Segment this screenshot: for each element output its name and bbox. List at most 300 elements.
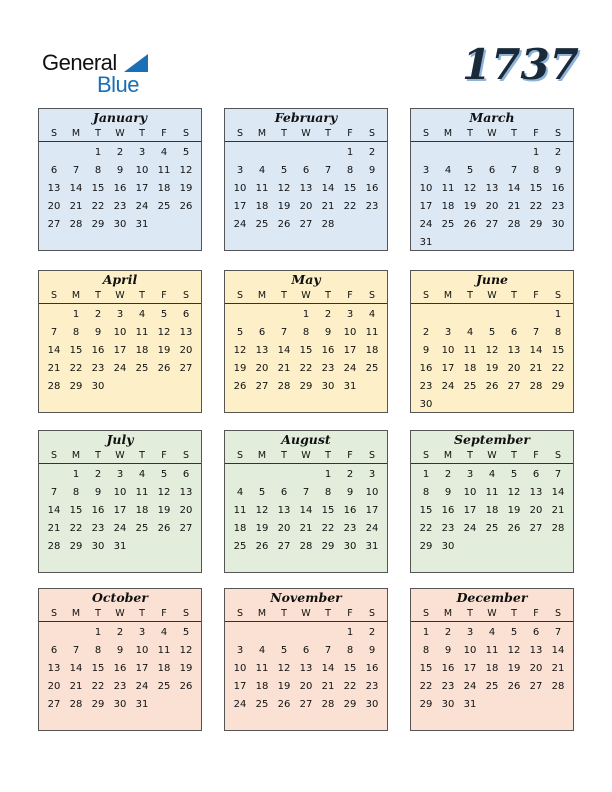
month-december [410, 588, 574, 731]
day-cell: 1 [72, 469, 80, 480]
weekday-header: T [95, 290, 101, 301]
day-cell: 24 [463, 523, 477, 534]
weekday-header: F [161, 608, 167, 619]
day-cell: 15 [343, 183, 357, 194]
day-cell: 21 [47, 363, 61, 374]
day-cell: 18 [157, 183, 171, 194]
day-cell: 8 [532, 165, 540, 176]
empty-day-cell [437, 144, 459, 162]
day-cell: 8 [94, 165, 102, 176]
day-cell: 13 [255, 345, 269, 356]
day-cell: 26 [179, 201, 193, 212]
weekday-header: W [115, 128, 125, 139]
weekday-header: S [422, 290, 430, 301]
weekday-header: M [257, 608, 267, 619]
day-cell: 20 [47, 201, 61, 212]
day-cell: 9 [324, 327, 332, 338]
day-cell: 20 [277, 523, 291, 534]
day-cell: 2 [324, 309, 332, 320]
day-cell: 5 [182, 147, 190, 158]
day-cell: 11 [485, 645, 499, 656]
day-cell: 14 [47, 505, 61, 516]
day-cell: 12 [255, 505, 269, 516]
day-cell: 27 [179, 523, 193, 534]
weekday-header: F [161, 128, 167, 139]
day-cell: 25 [157, 681, 171, 692]
day-cell: 25 [135, 363, 149, 374]
month-july [38, 430, 202, 573]
day-cell: 18 [233, 523, 247, 534]
day-cell: 15 [551, 345, 565, 356]
day-cell: 11 [463, 345, 477, 356]
day-cell: 21 [277, 363, 291, 374]
header-divider [411, 141, 573, 142]
empty-day-cell [415, 306, 437, 324]
day-cell: 24 [463, 681, 477, 692]
weekday-header: T [467, 608, 473, 619]
day-cell: 8 [422, 645, 430, 656]
day-cell: 19 [507, 663, 521, 674]
day-cell: 23 [113, 201, 127, 212]
day-cell: 6 [258, 327, 266, 338]
weekday-header: S [554, 608, 562, 619]
weekday-header: F [347, 450, 353, 461]
day-cell: 20 [507, 363, 521, 374]
day-cell: 14 [551, 487, 565, 498]
day-cell: 14 [321, 663, 335, 674]
day-cell: 12 [277, 663, 291, 674]
day-cell: 4 [466, 327, 474, 338]
empty-day-cell [251, 624, 273, 642]
day-cell: 28 [277, 381, 291, 392]
day-cell: 16 [113, 663, 127, 674]
day-cell: 12 [179, 165, 193, 176]
day-cell: 24 [113, 363, 127, 374]
weekday-header: S [182, 450, 190, 461]
day-cell: 12 [157, 487, 171, 498]
day-cell: 9 [94, 487, 102, 498]
day-cell: 24 [135, 201, 149, 212]
day-cell: 9 [444, 487, 452, 498]
month-title: November [270, 590, 342, 605]
weekday-header: T [325, 450, 331, 461]
weekday-header: W [487, 290, 497, 301]
day-cell: 19 [255, 523, 269, 534]
day-cell: 31 [113, 541, 127, 552]
day-cell: 13 [299, 183, 313, 194]
day-cell: 25 [441, 219, 455, 230]
day-cell: 29 [419, 541, 433, 552]
day-cell: 25 [255, 699, 269, 710]
day-cell: 13 [277, 505, 291, 516]
day-cell: 21 [507, 201, 521, 212]
year-title: 1737 [462, 40, 579, 89]
day-cell: 12 [485, 345, 499, 356]
weekday-header: S [368, 608, 376, 619]
day-cell: 12 [179, 645, 193, 656]
weekday-header: W [487, 608, 497, 619]
day-cell: 16 [441, 505, 455, 516]
empty-day-cell [273, 306, 295, 324]
day-cell: 14 [321, 183, 335, 194]
day-cell: 11 [157, 165, 171, 176]
day-cell: 28 [299, 541, 313, 552]
day-cell: 13 [485, 183, 499, 194]
weekday-header: M [71, 128, 81, 139]
day-cell: 23 [419, 381, 433, 392]
day-cell: 5 [258, 487, 266, 498]
day-cell: 24 [343, 363, 357, 374]
weekday-header: F [347, 608, 353, 619]
day-cell: 29 [551, 381, 565, 392]
day-cell: 3 [346, 309, 354, 320]
weekday-header: W [301, 450, 311, 461]
empty-day-cell [229, 624, 251, 642]
day-cell: 5 [280, 645, 288, 656]
day-cell: 8 [72, 327, 80, 338]
day-cell: 2 [444, 627, 452, 638]
day-cell: 24 [233, 219, 247, 230]
day-cell: 18 [485, 663, 499, 674]
weekday-header: T [511, 608, 517, 619]
day-cell: 10 [135, 645, 149, 656]
day-cell: 25 [255, 219, 269, 230]
weekday-header: S [236, 290, 244, 301]
weekday-header: T [511, 290, 517, 301]
day-cell: 2 [116, 147, 124, 158]
day-cell: 2 [346, 469, 354, 480]
day-cell: 30 [365, 699, 379, 710]
day-cell: 6 [302, 645, 310, 656]
month-june [410, 270, 574, 413]
weekday-header: W [301, 608, 311, 619]
day-cell: 22 [551, 363, 565, 374]
day-cell: 26 [463, 219, 477, 230]
day-cell: 2 [444, 469, 452, 480]
day-cell: 19 [507, 505, 521, 516]
day-cell: 25 [365, 363, 379, 374]
day-cell: 24 [441, 381, 455, 392]
month-title: May [291, 272, 321, 287]
day-cell: 18 [441, 201, 455, 212]
day-cell: 30 [321, 381, 335, 392]
day-cell: 9 [116, 165, 124, 176]
day-cell: 8 [554, 327, 562, 338]
weekday-header: W [115, 290, 125, 301]
day-cell: 27 [47, 699, 61, 710]
weekday-header: F [161, 450, 167, 461]
weekday-header: S [368, 450, 376, 461]
day-cell: 24 [365, 523, 379, 534]
day-cell: 11 [233, 505, 247, 516]
day-cell: 4 [160, 627, 168, 638]
empty-day-cell [65, 624, 87, 642]
weekday-header: S [422, 128, 430, 139]
weekday-header: S [554, 128, 562, 139]
day-cell: 9 [346, 487, 354, 498]
day-cell: 4 [488, 627, 496, 638]
day-cell: 27 [299, 219, 313, 230]
month-title: December [456, 590, 528, 605]
day-cell: 23 [343, 523, 357, 534]
day-cell: 18 [135, 505, 149, 516]
day-cell: 26 [507, 523, 521, 534]
day-cell: 10 [365, 487, 379, 498]
day-cell: 12 [157, 327, 171, 338]
day-cell: 21 [551, 663, 565, 674]
day-cell: 6 [182, 469, 190, 480]
day-cell: 26 [255, 541, 269, 552]
day-cell: 4 [138, 309, 146, 320]
weekday-header: T [281, 450, 287, 461]
month-title: February [274, 110, 338, 125]
day-cell: 13 [529, 645, 543, 656]
day-cell: 23 [113, 681, 127, 692]
weekday-header: T [281, 608, 287, 619]
day-cell: 16 [91, 505, 105, 516]
weekday-header: T [281, 128, 287, 139]
day-cell: 17 [135, 663, 149, 674]
empty-day-cell [65, 144, 87, 162]
header-divider [225, 141, 387, 142]
day-cell: 27 [507, 381, 521, 392]
day-cell: 3 [236, 165, 244, 176]
weekday-header: M [257, 290, 267, 301]
day-cell: 16 [343, 505, 357, 516]
day-cell: 17 [233, 681, 247, 692]
day-cell: 2 [554, 147, 562, 158]
day-cell: 19 [157, 345, 171, 356]
day-cell: 9 [444, 645, 452, 656]
day-cell: 14 [277, 345, 291, 356]
empty-day-cell [415, 144, 437, 162]
empty-day-cell [43, 466, 65, 484]
day-cell: 16 [441, 663, 455, 674]
day-cell: 20 [529, 505, 543, 516]
empty-day-cell [459, 306, 481, 324]
weekday-header: S [182, 608, 190, 619]
day-cell: 18 [157, 663, 171, 674]
day-cell: 15 [91, 183, 105, 194]
day-cell: 15 [69, 505, 83, 516]
day-cell: 28 [69, 699, 83, 710]
day-cell: 30 [441, 699, 455, 710]
weekday-header: F [161, 290, 167, 301]
day-cell: 15 [321, 505, 335, 516]
day-cell: 27 [179, 363, 193, 374]
day-cell: 19 [277, 201, 291, 212]
day-cell: 16 [365, 663, 379, 674]
day-cell: 8 [346, 645, 354, 656]
weekday-header: W [115, 450, 125, 461]
day-cell: 8 [346, 165, 354, 176]
day-cell: 30 [91, 381, 105, 392]
day-cell: 21 [551, 505, 565, 516]
day-cell: 16 [321, 345, 335, 356]
day-cell: 10 [343, 327, 357, 338]
weekday-header: T [139, 608, 145, 619]
day-cell: 14 [529, 345, 543, 356]
day-cell: 15 [299, 345, 313, 356]
weekday-header: S [50, 608, 58, 619]
day-cell: 7 [510, 165, 518, 176]
day-cell: 18 [255, 681, 269, 692]
day-cell: 11 [365, 327, 379, 338]
day-cell: 23 [365, 201, 379, 212]
day-cell: 4 [138, 469, 146, 480]
month-february [224, 108, 388, 251]
weekday-header: M [257, 128, 267, 139]
month-october [38, 588, 202, 731]
day-cell: 7 [324, 165, 332, 176]
day-cell: 16 [551, 183, 565, 194]
day-cell: 12 [277, 183, 291, 194]
day-cell: 5 [160, 469, 168, 480]
day-cell: 9 [368, 645, 376, 656]
day-cell: 19 [277, 681, 291, 692]
weekday-header: T [281, 290, 287, 301]
day-cell: 16 [113, 183, 127, 194]
day-cell: 3 [116, 469, 124, 480]
weekday-header: S [182, 290, 190, 301]
day-cell: 25 [135, 523, 149, 534]
header-divider [225, 463, 387, 464]
day-cell: 21 [321, 681, 335, 692]
day-cell: 5 [510, 469, 518, 480]
weekday-header: F [533, 450, 539, 461]
month-title: April [102, 272, 138, 287]
day-cell: 1 [422, 469, 430, 480]
day-cell: 17 [113, 505, 127, 516]
day-cell: 27 [529, 681, 543, 692]
day-cell: 7 [72, 165, 80, 176]
day-cell: 7 [532, 327, 540, 338]
day-cell: 23 [321, 363, 335, 374]
day-cell: 21 [529, 363, 543, 374]
empty-day-cell [295, 466, 317, 484]
day-cell: 7 [280, 327, 288, 338]
day-cell: 8 [422, 487, 430, 498]
day-cell: 23 [91, 523, 105, 534]
empty-day-cell [251, 466, 273, 484]
day-cell: 28 [47, 381, 61, 392]
day-cell: 18 [255, 201, 269, 212]
logo-blue-text: Blue [97, 72, 140, 97]
day-cell: 22 [343, 201, 357, 212]
day-cell: 20 [529, 663, 543, 674]
day-cell: 8 [324, 487, 332, 498]
day-cell: 14 [507, 183, 521, 194]
day-cell: 30 [441, 541, 455, 552]
day-cell: 8 [302, 327, 310, 338]
day-cell: 30 [419, 399, 433, 410]
day-cell: 3 [138, 627, 146, 638]
day-cell: 1 [532, 147, 540, 158]
weekday-header: F [533, 128, 539, 139]
empty-day-cell [251, 144, 273, 162]
header-divider [411, 621, 573, 622]
day-cell: 17 [463, 505, 477, 516]
day-cell: 18 [135, 345, 149, 356]
day-cell: 4 [488, 469, 496, 480]
month-august [224, 430, 388, 573]
month-title: June [475, 272, 509, 287]
day-cell: 13 [179, 487, 193, 498]
day-cell: 17 [135, 183, 149, 194]
day-cell: 29 [69, 541, 83, 552]
month-november [224, 588, 388, 731]
day-cell: 10 [233, 663, 247, 674]
day-cell: 18 [463, 363, 477, 374]
day-cell: 1 [346, 627, 354, 638]
day-cell: 11 [255, 183, 269, 194]
day-cell: 2 [94, 309, 102, 320]
day-cell: 31 [463, 699, 477, 710]
day-cell: 23 [441, 681, 455, 692]
day-cell: 11 [157, 645, 171, 656]
day-cell: 6 [510, 327, 518, 338]
day-cell: 21 [47, 523, 61, 534]
weekday-header: W [301, 290, 311, 301]
month-title: March [469, 110, 515, 125]
day-cell: 30 [551, 219, 565, 230]
empty-day-cell [273, 466, 295, 484]
day-cell: 17 [441, 363, 455, 374]
day-cell: 11 [441, 183, 455, 194]
day-cell: 30 [343, 541, 357, 552]
empty-day-cell [481, 306, 503, 324]
month-title: September [454, 432, 530, 447]
weekday-header: S [422, 450, 430, 461]
day-cell: 21 [299, 523, 313, 534]
day-cell: 2 [116, 627, 124, 638]
day-cell: 10 [463, 645, 477, 656]
day-cell: 2 [368, 627, 376, 638]
day-cell: 26 [277, 699, 291, 710]
header-divider [225, 303, 387, 304]
day-cell: 21 [69, 201, 83, 212]
day-cell: 6 [280, 487, 288, 498]
weekday-header: S [554, 290, 562, 301]
logo-triangle-icon [124, 54, 148, 72]
day-cell: 28 [551, 523, 565, 534]
empty-day-cell [229, 306, 251, 324]
weekday-header: S [182, 128, 190, 139]
day-cell: 5 [488, 327, 496, 338]
day-cell: 11 [135, 327, 149, 338]
day-cell: 22 [69, 363, 83, 374]
day-cell: 1 [554, 309, 562, 320]
day-cell: 23 [365, 681, 379, 692]
day-cell: 29 [91, 699, 105, 710]
day-cell: 9 [94, 327, 102, 338]
empty-day-cell [43, 144, 65, 162]
day-cell: 10 [113, 487, 127, 498]
day-cell: 4 [258, 645, 266, 656]
day-cell: 20 [179, 345, 193, 356]
day-cell: 26 [157, 523, 171, 534]
day-cell: 12 [463, 183, 477, 194]
empty-day-cell [503, 306, 525, 324]
day-cell: 20 [299, 681, 313, 692]
day-cell: 3 [138, 147, 146, 158]
day-cell: 15 [343, 663, 357, 674]
day-cell: 26 [485, 381, 499, 392]
day-cell: 3 [422, 165, 430, 176]
weekday-header: M [443, 450, 453, 461]
day-cell: 13 [47, 183, 61, 194]
day-cell: 28 [69, 219, 83, 230]
